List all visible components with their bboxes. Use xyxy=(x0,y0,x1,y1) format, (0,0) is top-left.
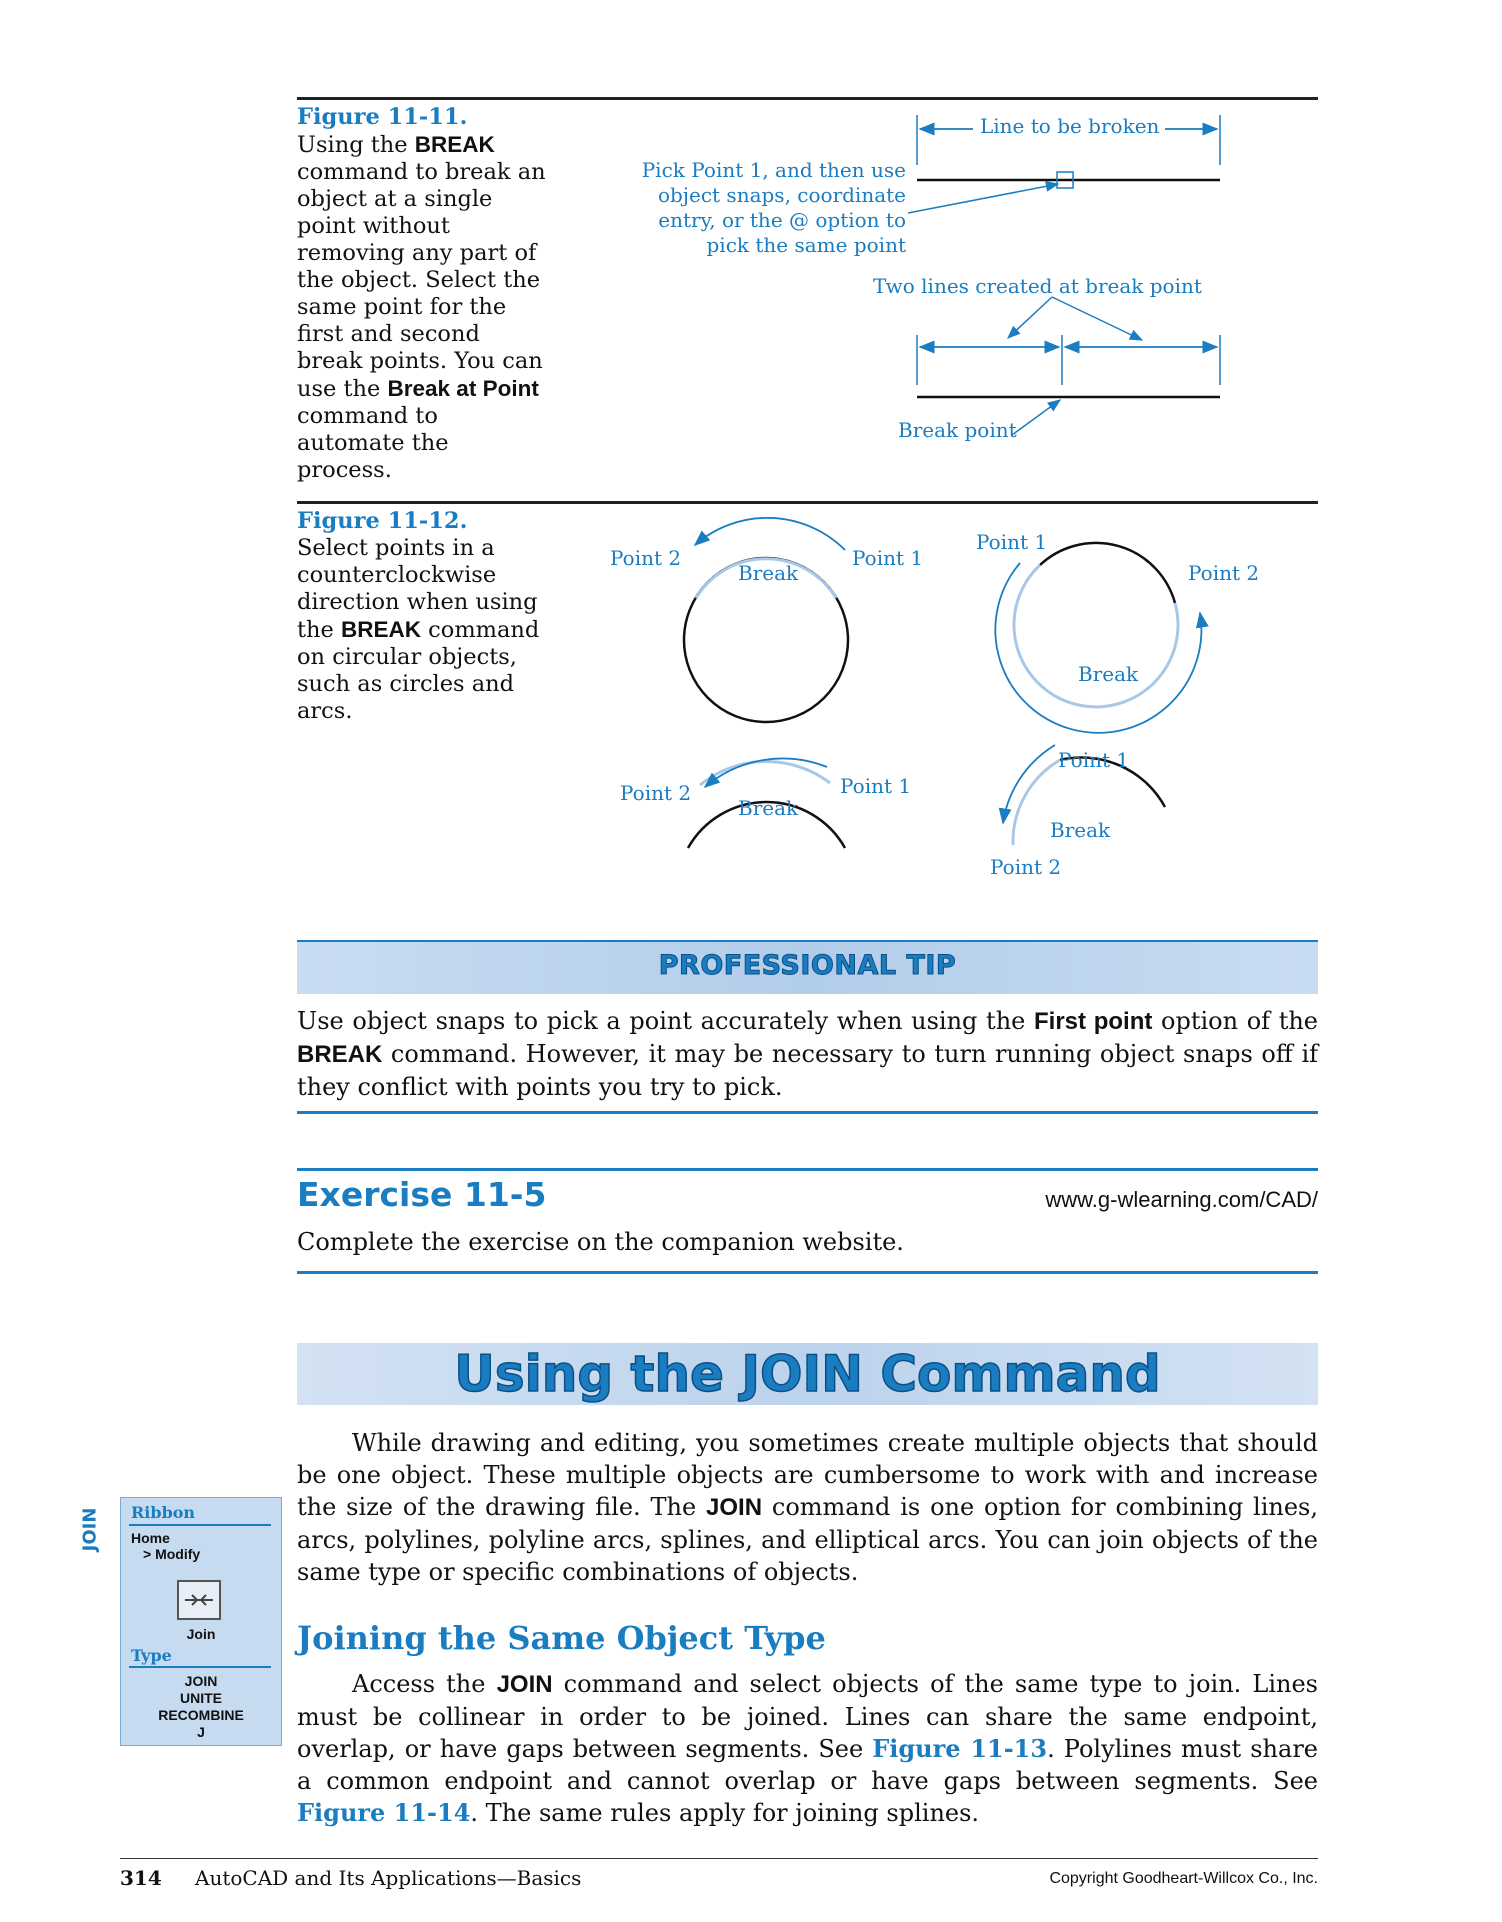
label-break: Break xyxy=(1050,818,1111,842)
leader-line xyxy=(908,184,1058,213)
section-banner xyxy=(297,1343,1318,1405)
sidebar-rule xyxy=(129,1666,271,1668)
paragraph-text: . Polylines must share a common endpoint and cannot overlap or have gaps between segments. See xyxy=(297,1735,1319,1795)
type-alias: JOIN xyxy=(184,1673,218,1689)
type-alias: RECOMBINE xyxy=(158,1707,244,1723)
professional-tip-text xyxy=(297,1005,1318,1103)
exercise-title: Exercise 11-5 xyxy=(297,1175,547,1214)
vertical-label-text: JOIN xyxy=(79,1507,101,1552)
exercise-url-link[interactable]: www.g-wlearning.com/CAD/ xyxy=(1045,1187,1318,1212)
label-point-2: Point 2 xyxy=(1188,561,1260,585)
paragraph-text: Access the xyxy=(352,1670,497,1698)
label-point-2: Point 2 xyxy=(990,855,1062,879)
label-point-1: Point 1 xyxy=(1058,748,1130,772)
label-point-1: Point 1 xyxy=(976,530,1048,554)
paragraph-text: command is one option for combining lines, arcs, polylines, polyline arcs, splines, and elliptical arcs. You can join objects of the same type or specific combinations of objects. xyxy=(297,1493,1318,1586)
figure-11-12-top-rule xyxy=(297,501,1318,504)
leader-line xyxy=(1052,297,1142,340)
figure-11-11-caption xyxy=(297,104,547,484)
label-point-2: Point 2 xyxy=(610,546,682,570)
ribbon-modify-panel: > Modify xyxy=(143,1546,201,1562)
caption-text: Using the xyxy=(297,132,415,158)
join-button-label: Join xyxy=(186,1626,216,1642)
label-break: Break xyxy=(738,561,799,585)
copyright: Copyright Goodheart-Willcox Co., Inc. xyxy=(1049,1870,1318,1887)
section-paragraph-2 xyxy=(297,1668,1318,1829)
command-name: JOIN xyxy=(706,1494,763,1521)
caption-text: command on circular objects, such as circles and arcs. xyxy=(297,617,540,724)
command-name: JOIN xyxy=(496,1671,553,1698)
figure-11-12-caption xyxy=(297,508,547,725)
ribbon-heading: Ribbon xyxy=(131,1503,196,1522)
book-title: AutoCAD and Its Applications—Basics xyxy=(195,1866,582,1890)
page-number: 314 xyxy=(120,1866,162,1890)
label-line: entry, or the @ option to xyxy=(658,208,906,232)
sidebar-rule xyxy=(129,1524,271,1526)
leader-line xyxy=(1008,297,1052,338)
label-break: Break xyxy=(1078,662,1139,686)
command-name: BREAK xyxy=(414,132,495,157)
label-break: Break xyxy=(738,796,799,820)
type-heading: Type xyxy=(131,1646,172,1665)
label-pick-point xyxy=(600,158,906,258)
join-button[interactable] xyxy=(177,1580,221,1620)
paragraph-text: While drawing and editing, you sometimes create multiple objects that should be one object. These multiple objects are cumbersome to work with and increase the size of the drawing file. The xyxy=(297,1429,1318,1521)
tip-bottom-rule xyxy=(297,1111,1318,1114)
exercise-top-rule xyxy=(297,1168,1318,1171)
ribbon-home-tab: Home xyxy=(131,1530,170,1546)
caption-text: Select points in a counterclockwise direction when using the xyxy=(297,535,538,643)
label-two-lines-created: Two lines created at break point xyxy=(873,274,1202,298)
command-name: Break at Point xyxy=(387,376,539,401)
exercise-bottom-rule xyxy=(297,1271,1318,1274)
command-name: BREAK xyxy=(341,617,422,642)
figure-11-12-title: Figure 11-12. xyxy=(297,508,468,534)
label-point-2: Point 2 xyxy=(620,781,692,805)
tip-text: option of the xyxy=(1152,1007,1318,1035)
figure-reference-link[interactable]: Figure 11-14 xyxy=(297,1798,471,1827)
label-line: pick the same point xyxy=(706,233,906,257)
leader-line xyxy=(1012,400,1060,435)
vertical-command-label xyxy=(79,1497,118,1567)
professional-tip-banner xyxy=(297,940,1318,994)
subheading: Joining the Same Object Type xyxy=(297,1619,826,1657)
command-name: BREAK xyxy=(297,1041,383,1068)
command-access-sidebar xyxy=(120,1497,282,1746)
paragraph-text: command and select objects of the same type to join. Lines must be collinear in order to be joined. Lines can share the same endpoint, overlap, or have gaps between segments. See xyxy=(297,1670,1318,1763)
option-name: First point xyxy=(1034,1008,1153,1035)
paragraph-text: . The same rules apply for joining splines. xyxy=(470,1799,980,1827)
professional-tip-title: PROFESSIONAL TIP xyxy=(658,950,957,981)
exercise-text: Complete the exercise on the companion website. xyxy=(297,1228,904,1256)
type-alias: UNITE xyxy=(180,1690,222,1706)
footer-rule xyxy=(120,1858,1318,1859)
label-point-1: Point 1 xyxy=(840,774,912,798)
join-icon xyxy=(179,1582,219,1618)
tip-text: Use object snaps to pick a point accurately when using the xyxy=(297,1007,1035,1035)
section-title: Using the JOIN Command xyxy=(454,1345,1161,1403)
direction-arrow xyxy=(1003,745,1055,823)
direction-arrow xyxy=(695,518,845,550)
label-line: Pick Point 1, and then use xyxy=(641,158,906,182)
label-point-1: Point 1 xyxy=(852,546,924,570)
label-line-to-be-broken: Line to be broken xyxy=(974,114,1165,138)
caption-text: command to break an object at a single point without removing any part of the object. Select the same point for the first and second break points. You can use the xyxy=(297,159,546,402)
circle-object xyxy=(1040,543,1175,603)
figure-reference-link[interactable]: Figure 11-13 xyxy=(872,1734,1048,1763)
label-break-point: Break point xyxy=(898,418,1017,442)
break-arc xyxy=(700,761,830,785)
type-alias: J xyxy=(197,1724,205,1740)
tip-text: command. However, it may be necessary to turn running object snaps off if they conflict with points you try to pick. xyxy=(297,1040,1318,1101)
figure-11-11-title: Figure 11-11. xyxy=(297,104,468,130)
section-paragraph-1 xyxy=(297,1427,1318,1588)
label-line: object snaps, coordinate xyxy=(657,183,906,207)
caption-text: command to automate the process. xyxy=(297,403,449,483)
